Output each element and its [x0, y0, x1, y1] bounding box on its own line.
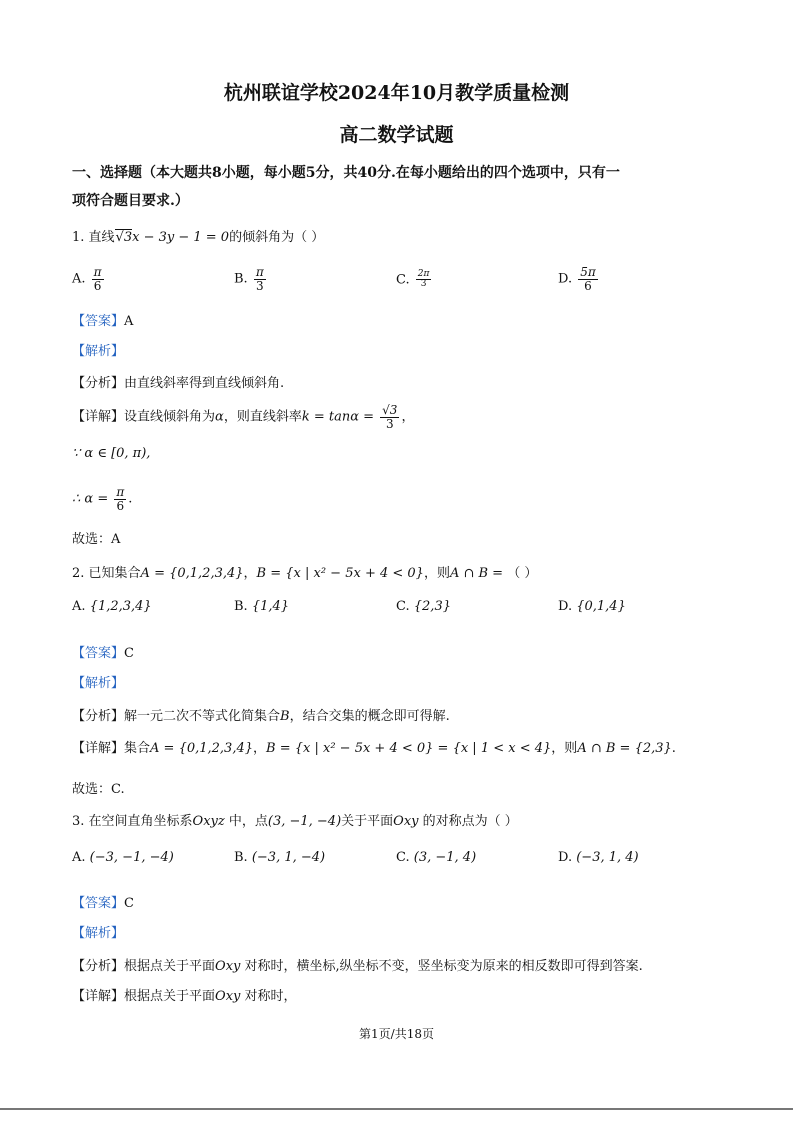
q2-suffix-paren: （ ） [507, 566, 538, 581]
q2-answer-value: C [124, 646, 134, 661]
q3-analysis-tag: 【分析】 [72, 959, 125, 974]
question-2 [72, 562, 537, 581]
q3-suffix: 的对称点为（ ） [418, 814, 518, 829]
q1-option-d [558, 266, 600, 292]
q3-option-d-value: (−3, 1, 4) [576, 850, 639, 865]
q2-detail-end: . [671, 741, 676, 756]
q2-analysis-b: B [280, 709, 290, 724]
q2-choose: 故选：C. [72, 782, 125, 797]
q3-detail-post: 对称时， [240, 989, 297, 1004]
q2-option-c [396, 599, 451, 614]
q2-analysis [72, 705, 450, 724]
q3-oxyz: Oxyz [192, 814, 225, 829]
q2-option-c-label: C. [396, 599, 410, 614]
q1-detail-tag: 【详解】 [72, 409, 125, 425]
q2-suffix-text: ，则 [423, 566, 450, 581]
q2-detail-tag: 【详解】 [72, 741, 125, 756]
q3-option-a [72, 850, 174, 865]
q1-option-a [72, 266, 106, 292]
q2-jiexi-tag: 【解析】 [72, 676, 125, 691]
q1-answer [72, 310, 133, 329]
q3-prefix: 3. 在空间直角坐标系 [72, 814, 193, 829]
q1-detail-den: 3 [385, 416, 394, 431]
q1-detail-eq: k = tanα = [301, 409, 379, 425]
q2-sep: ， [243, 566, 257, 581]
q2-analysis-tag: 【分析】 [72, 709, 125, 724]
q3-answer-tag: 【答案】 [72, 896, 125, 911]
q1-option-b-fraction [254, 266, 266, 292]
q3-option-c-label: C. [396, 850, 410, 865]
q3-jiexi-tag: 【解析】 [72, 926, 125, 941]
q1-answer-value: A [124, 314, 134, 329]
q2-option-d [558, 599, 626, 614]
page-number: 第1页/共18页 [359, 1027, 434, 1041]
q3-answer-value: C [124, 896, 134, 911]
q2-answer-tag: 【答案】 [72, 646, 125, 661]
section-heading-line2: 项符合题目要求.） [72, 193, 189, 209]
q2-suffix-expr: A ∩ B = [449, 566, 508, 581]
q1-option-d-den: 6 [584, 278, 592, 293]
q1-therefore-fraction [114, 486, 126, 512]
q1-therefore-end: . [128, 491, 133, 507]
q1-prefix: 1. 直线 [72, 230, 115, 245]
q2-prefix: 2. 已知集合 [72, 566, 141, 581]
q1-analysis-tag: 【分析】 [72, 376, 125, 391]
q1-detail-num: √3 [382, 403, 398, 417]
q2-answer [72, 642, 134, 661]
q3-mid1: 中，点 [224, 814, 268, 829]
q2-option-b [234, 599, 289, 614]
q2-option-b-label: B. [234, 599, 248, 614]
q2-option-c-value: {2,3} [413, 599, 451, 614]
q1-jiexi-tag: 【解析】 [72, 344, 125, 359]
q1-detail-fraction [380, 404, 399, 430]
q1-therefore-den: 6 [116, 498, 125, 513]
q2-set-b: B = {x | x² − 5x + 4 < 0} [256, 566, 424, 581]
q1-option-d-label: D. [558, 271, 573, 287]
q3-mid2: 关于平面 [341, 814, 394, 829]
q3-option-d-label: D. [558, 850, 573, 865]
q2-detail-b: B = {x | x² − 5x + 4 < 0} = {x | 1 < x < 4} [266, 741, 552, 756]
q3-option-a-label: A. [72, 850, 86, 865]
q3-detail-oxy: Oxy [215, 989, 241, 1004]
q3-analysis-post: 对称时，横坐标,纵坐标不变，竖坐标变为原来的相反数即可得到答案. [240, 959, 643, 974]
q3-point: (3, −1, −4) [267, 814, 342, 829]
q1-answer-tag: 【答案】 [72, 314, 125, 329]
q3-option-d [558, 850, 639, 865]
q3-answer [72, 892, 134, 911]
question-1 [72, 226, 324, 245]
q2-option-a [72, 599, 152, 614]
q1-because: ∵ α ∈ [0, π), [72, 446, 151, 461]
q1-option-a-den: 6 [93, 278, 102, 293]
q3-detail-pre: 根据点关于平面 [124, 989, 216, 1004]
q1-option-c-den: 3 [420, 279, 427, 290]
q1-option-b-num: π [255, 265, 264, 279]
q3-detail-tag: 【详解】 [72, 989, 125, 1004]
q1-option-c-label: C. [396, 272, 410, 288]
q3-option-b-label: B. [234, 850, 248, 865]
q2-detail-sep: ， [253, 741, 267, 756]
q2-option-d-value: {0,1,4} [576, 599, 626, 614]
q1-option-a-label: A. [72, 271, 86, 287]
q2-option-d-label: D. [558, 599, 573, 614]
q3-option-a-value: (−3, −1, −4) [89, 850, 174, 865]
q1-sqrt3: √3 [115, 230, 133, 245]
q2-detail-result: A ∩ B = {2,3} [577, 741, 672, 756]
q1-option-c [396, 270, 433, 290]
q3-analysis-oxy: Oxy [215, 959, 241, 974]
question-3 [72, 810, 518, 829]
exam-subtitle: 高二数学试题 [339, 124, 454, 146]
q2-option-a-label: A. [72, 599, 86, 614]
q1-detail [72, 404, 414, 430]
q2-detail [72, 737, 676, 756]
q1-option-b-label: B. [234, 271, 248, 287]
q3-oxy: Oxy [393, 814, 419, 829]
q1-analysis [72, 372, 284, 391]
q1-detail-text: 设直线倾斜角为 [124, 409, 216, 425]
q2-detail-text: 集合 [124, 741, 151, 756]
q3-option-c [396, 850, 476, 865]
q1-option-d-fraction [578, 266, 598, 292]
bottom-divider [0, 1108, 793, 1110]
q1-option-a-fraction [92, 266, 104, 292]
q3-option-b [234, 850, 325, 865]
q2-analysis-text: 解一元二次不等式化简集合 [124, 709, 281, 724]
q1-option-b [234, 266, 268, 292]
exam-title: 杭州联谊学校2024年10月教学质量检测 [223, 82, 570, 104]
q2-set-a: A = {0,1,2,3,4} [140, 566, 244, 581]
q1-therefore [72, 486, 132, 512]
q3-analysis [72, 955, 643, 974]
q2-detail-a: A = {0,1,2,3,4} [150, 741, 254, 756]
q3-analysis-pre: 根据点关于平面 [124, 959, 216, 974]
q1-choose: 故选：A [72, 532, 121, 547]
q1-option-c-fraction [416, 270, 432, 290]
q3-option-b-value: (−3, 1, −4) [251, 850, 326, 865]
q1-option-b-den: 3 [255, 278, 264, 293]
q1-suffix: 的倾斜角为（ ） [229, 230, 325, 245]
q1-option-c-num: 2π [417, 269, 430, 279]
q2-option-b-value: {1,4} [251, 599, 290, 614]
q1-detail-mid: ，则直线斜率 [223, 409, 302, 425]
q1-option-a-num: π [93, 265, 102, 279]
q1-equation: x − 3y − 1 = 0 [132, 230, 230, 245]
q1-therefore-text: ∴ α = [72, 491, 113, 507]
q2-detail-then: ，则 [551, 741, 578, 756]
q3-detail [72, 985, 297, 1004]
section-heading-line1: 一、选择题（本大题共8小题，每小题5分，共40分.在每小题给出的四个选项中，只有一 [72, 165, 620, 181]
q1-option-d-num: 5π [580, 265, 596, 279]
q1-detail-end: ， [401, 409, 415, 425]
q3-option-c-value: (3, −1, 4) [413, 850, 477, 865]
q2-analysis-end: ，结合交集的概念即可得解. [289, 709, 450, 724]
q2-option-a-value: {1,2,3,4} [89, 599, 152, 614]
q1-therefore-num: π [116, 485, 125, 499]
q1-detail-alpha: α [215, 409, 224, 425]
q1-analysis-text: 由直线斜率得到直线倾斜角. [124, 376, 285, 391]
